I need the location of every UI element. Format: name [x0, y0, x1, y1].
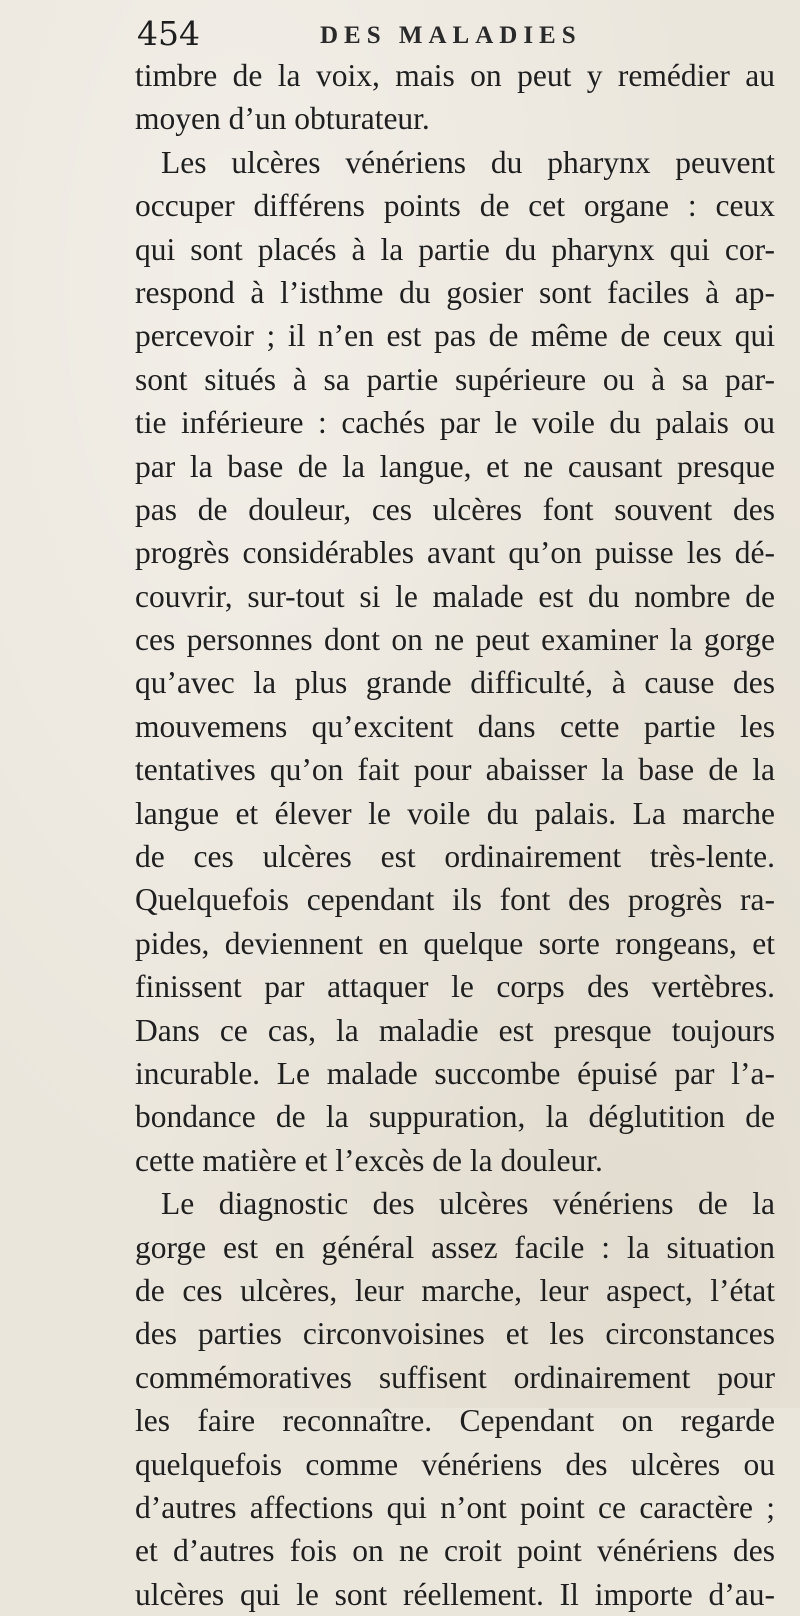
text-line: d’autres affections qui n’ont point ce caractère ;: [135, 1489, 775, 1525]
text-line: timbre de la voix, mais on peut y remédier au: [135, 58, 775, 93]
text-line: cette matière et l’excès de la douleur.: [135, 1142, 603, 1178]
text-line: Les ulcères vénériens du pharynx peuvent: [161, 144, 775, 180]
text-line: occuper différens points de cet organe : ceux: [135, 188, 775, 224]
page-number: 454: [137, 14, 200, 53]
text-line: couvrir, sur-tout si le malade est du nombre de: [135, 578, 775, 614]
text-line: respond à l’isthme du gosier sont faciles à ap-: [135, 274, 775, 310]
text-line: gorge est en général assez facile : la situation: [135, 1229, 775, 1265]
text-line: et d’autres fois on ne croit point vénériens des: [135, 1533, 775, 1569]
text-line: les faire reconnaître. Cependant on regarde: [135, 1403, 775, 1439]
text-line: progrès considérables avant qu’on puisse les dé-: [135, 535, 775, 571]
text-line: langue et élever le voile du palais. La marche: [135, 795, 775, 831]
running-title: DES MALADIES: [320, 22, 582, 49]
body-text: [135, 54, 775, 1616]
text-line: Quelquefois cependant ils font des progrès ra-: [135, 882, 775, 918]
text-line: Dans ce cas, la maladie est presque toujours: [135, 1012, 775, 1048]
text-line: de ces ulcères est ordinairement très-lente.: [135, 839, 775, 875]
text-line: commémoratives suffisent ordinairement pour: [135, 1359, 775, 1395]
text-line: quelquefois comme vénériens des ulcères ou: [135, 1446, 775, 1482]
page-header: [137, 14, 737, 58]
text-line: ces personnes dont on ne peut examiner la gorge: [135, 622, 775, 658]
text-line: qui sont placés à la partie du pharynx qui cor-: [135, 231, 775, 267]
text-line: mouvemens qu’excitent dans cette partie les: [135, 708, 775, 744]
text-line: qu’avec la plus grande difficulté, à cause des: [135, 665, 775, 701]
text-line: pas de douleur, ces ulcères font souvent des: [135, 491, 775, 527]
text-line: ulcères qui le sont réellement. Il importe d’au-: [135, 1576, 775, 1612]
text-line: bondance de la suppuration, la déglutition de: [135, 1099, 775, 1135]
text-line: sont situés à sa partie supérieure ou à sa par-: [135, 361, 775, 397]
text-line: finissent par attaquer le corps des vertèbres.: [135, 969, 775, 1005]
text-line: par la base de la langue, et ne causant presque: [135, 448, 775, 484]
text-line: pides, deviennent en quelque sorte rongeans, et: [135, 925, 775, 961]
text-line: incurable. Le malade succombe épuisé par l’a-: [135, 1055, 775, 1091]
text-line: des parties circonvoisines et les circonstances: [135, 1316, 775, 1352]
text-line: tie inférieure : cachés par le voile du palais ou: [135, 405, 775, 441]
text-line: tentatives qu’on fait pour abaisser la base de la: [135, 752, 775, 788]
text-line: moyen d’un obturateur.: [135, 101, 430, 137]
text-line: percevoir ; il n’en est pas de même de ceux qui: [135, 318, 775, 354]
text-line: Le diagnostic des ulcères vénériens de la: [161, 1186, 775, 1222]
text-line: de ces ulcères, leur marche, leur aspect, l’état: [135, 1272, 775, 1308]
